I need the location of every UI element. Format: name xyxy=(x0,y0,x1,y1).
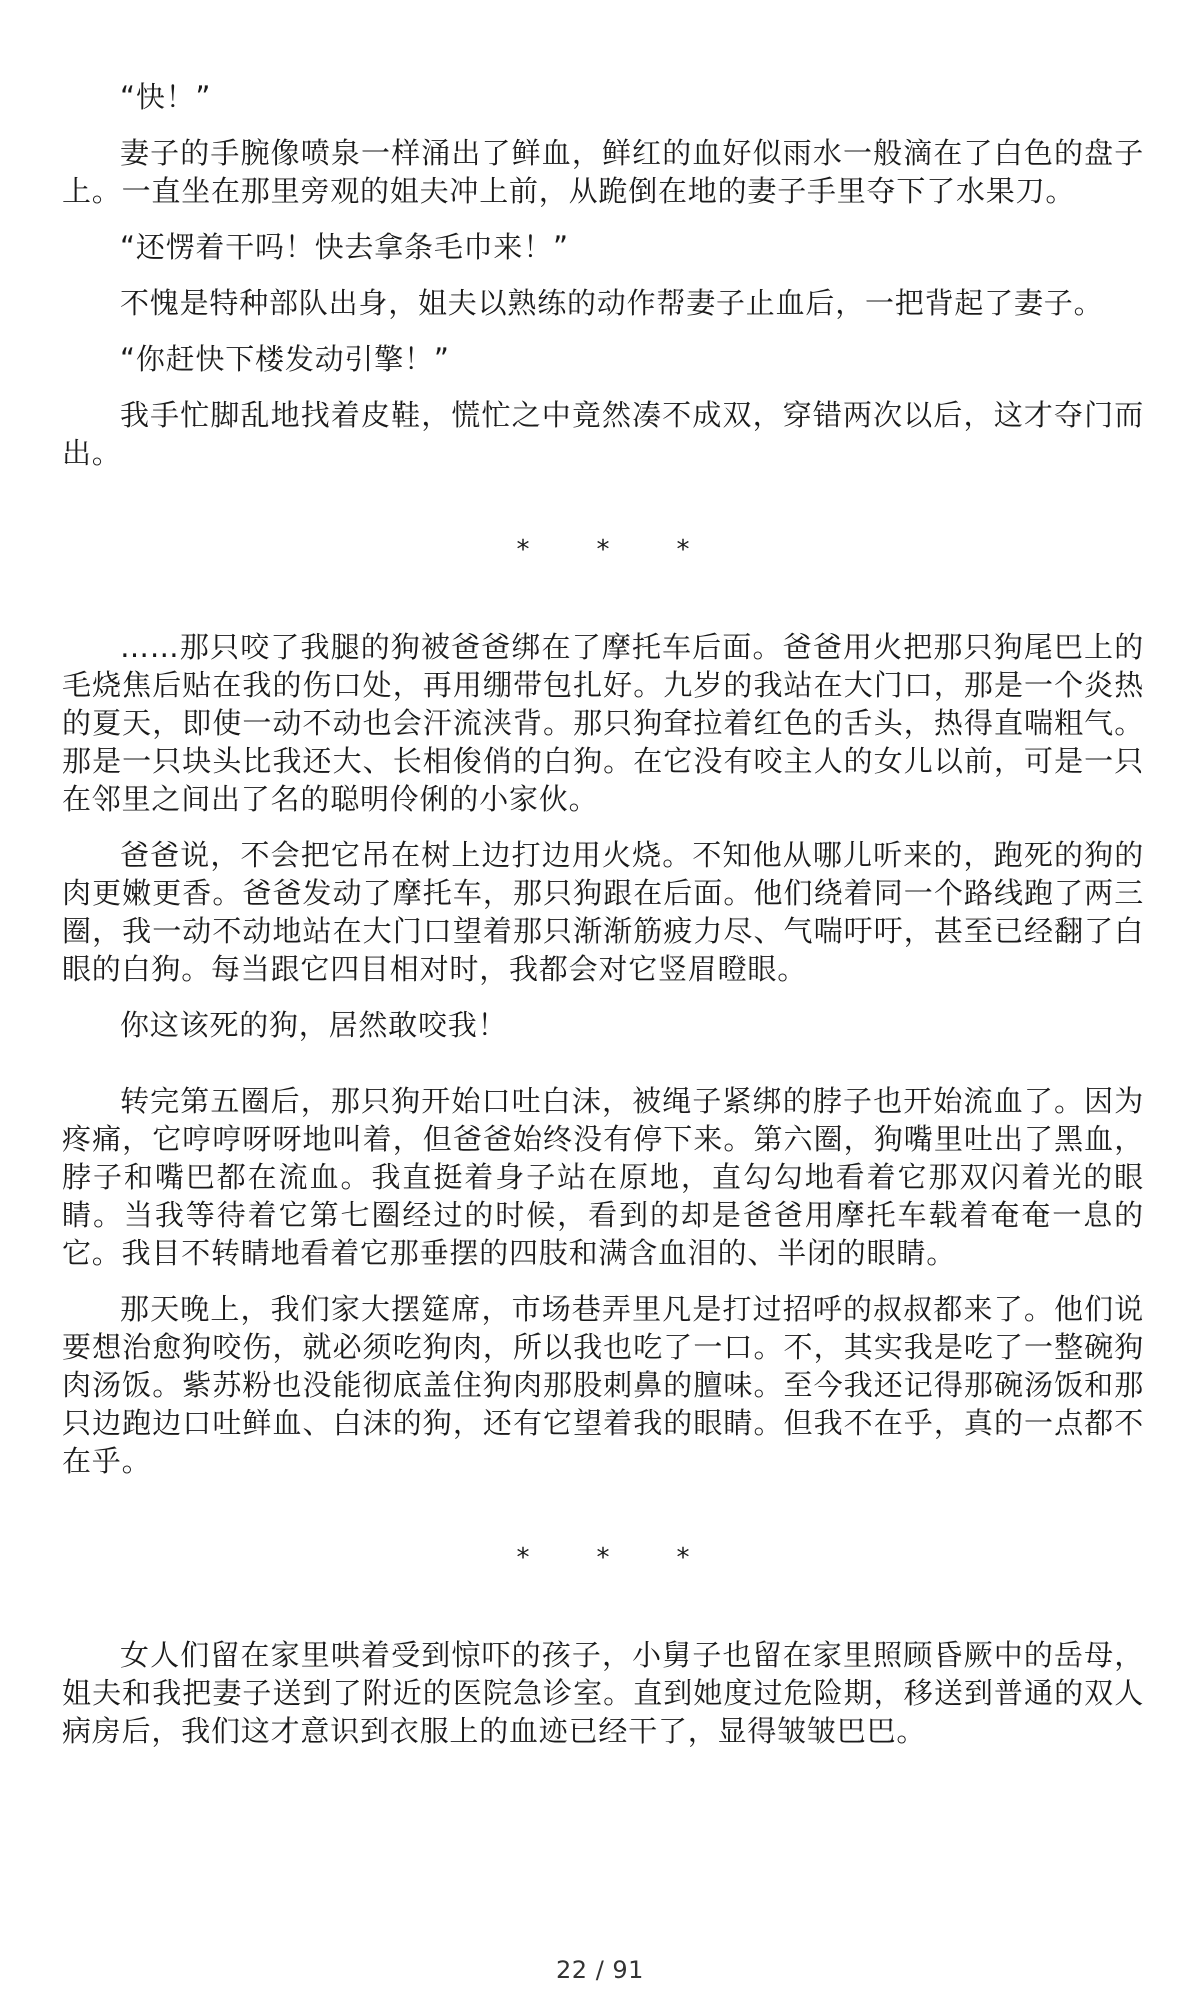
body-paragraph: 我手忙脚乱地找着皮鞋，慌忙之中竟然凑不成双，穿错两次以后，这才夺门而出。 xyxy=(62,398,1144,470)
body-paragraph: 妻子的手腕像喷泉一样涌出了鲜血，鲜红的血好似雨水一般滴在了白色的盘子上。一直坐在那里旁观的姐夫冲上前，从跪倒在地的妻子手里夺下了水果刀。 xyxy=(62,136,1144,208)
dialogue-paragraph: “还愣着干吗！快去拿条毛巾来！” xyxy=(120,230,569,264)
section-separator xyxy=(62,490,1144,610)
section-separator xyxy=(62,1498,1144,1618)
body-paragraph: 转完第五圈后，那只狗开始口吐白沫，被绳子紧绑的脖子也开始流血了。因为疼痛，它哼哼呀呀地叫着，但爸爸始终没有停下来。第六圈，狗嘴里吐出了黑血，脖子和嘴巴都在流血。我直挺着身子站在原地，直勾勾地看着它那双闪着光的眼睛。当我等待着它第七圈经过的时候，看到的却是爸爸用摩托车载着奄奄一息的它。我目不转睛地看着它那垂摆的四肢和满含血泪的、半闭的眼睛。 xyxy=(62,1084,1144,1270)
separator-asterisk: * xyxy=(516,1543,530,1573)
dialogue-paragraph: “快！” xyxy=(120,80,212,114)
separator-asterisk: * xyxy=(596,1543,610,1573)
separator-asterisk: * xyxy=(676,535,690,565)
page-indicator: 22 / 91 xyxy=(556,1956,644,1984)
body-paragraph: 女人们留在家里哄着受到惊吓的孩子，小舅子也留在家里照顾昏厥中的岳母，姐夫和我把妻子送到了附近的医院急诊室。直到她度过危险期，移送到普通的双人病房后，我们这才意识到衣服上的血迹已经干了，显得皱皱巴巴。 xyxy=(62,1638,1144,1748)
body-paragraph: 那天晚上，我们家大摆筵席，市场巷弄里凡是打过招呼的叔叔都来了。他们说要想治愈狗咬伤，就必须吃狗肉，所以我也吃了一口。不，其实我是吃了一整碗狗肉汤饭。紫苏粉也没能彻底盖住狗肉那股刺鼻的膻味。至今我还记得那碗汤饭和那只边跑边口吐鲜血、白沫的狗，还有它望着我的眼睛。但我不在乎，真的一点都不在乎。 xyxy=(62,1292,1144,1478)
text-column xyxy=(62,78,1144,1768)
body-paragraph: ……那只咬了我腿的狗被爸爸绑在了摩托车后面。爸爸用火把那只狗尾巴上的毛烧焦后贴在我的伤口处，再用绷带包扎好。九岁的我站在大门口，那是一个炎热的夏天，即使一动不动也会汗流浃背。那只狗耷拉着红色的舌头，热得直喘粗气。那是一只块头比我还大、长相俊俏的白狗。在它没有咬主人的女儿以前，可是一只在邻里之间出了名的聪明伶俐的小家伙。 xyxy=(62,630,1144,816)
separator-asterisk: * xyxy=(596,535,610,565)
body-paragraph: 不愧是特种部队出身，姐夫以熟练的动作帮妻子止血后，一把背起了妻子。 xyxy=(120,286,1104,320)
body-paragraph: 爸爸说，不会把它吊在树上边打边用火烧。不知他从哪儿听来的，跑死的狗的肉更嫩更香。爸爸发动了摩托车，那只狗跟在后面。他们绕着同一个路线跑了两三圈，我一动不动地站在大门口望着那只渐渐筋疲力尽、气喘吁吁，甚至已经翻了白眼的白狗。每当跟它四目相对时，我都会对它竖眉瞪眼。 xyxy=(62,838,1144,986)
inner-thought-paragraph: 你这该死的狗，居然敢咬我！ xyxy=(120,1008,508,1042)
separator-asterisk: * xyxy=(516,535,530,565)
separator-asterisk: * xyxy=(676,1543,690,1573)
dialogue-paragraph: “你赶快下楼发动引擎！” xyxy=(120,342,450,376)
